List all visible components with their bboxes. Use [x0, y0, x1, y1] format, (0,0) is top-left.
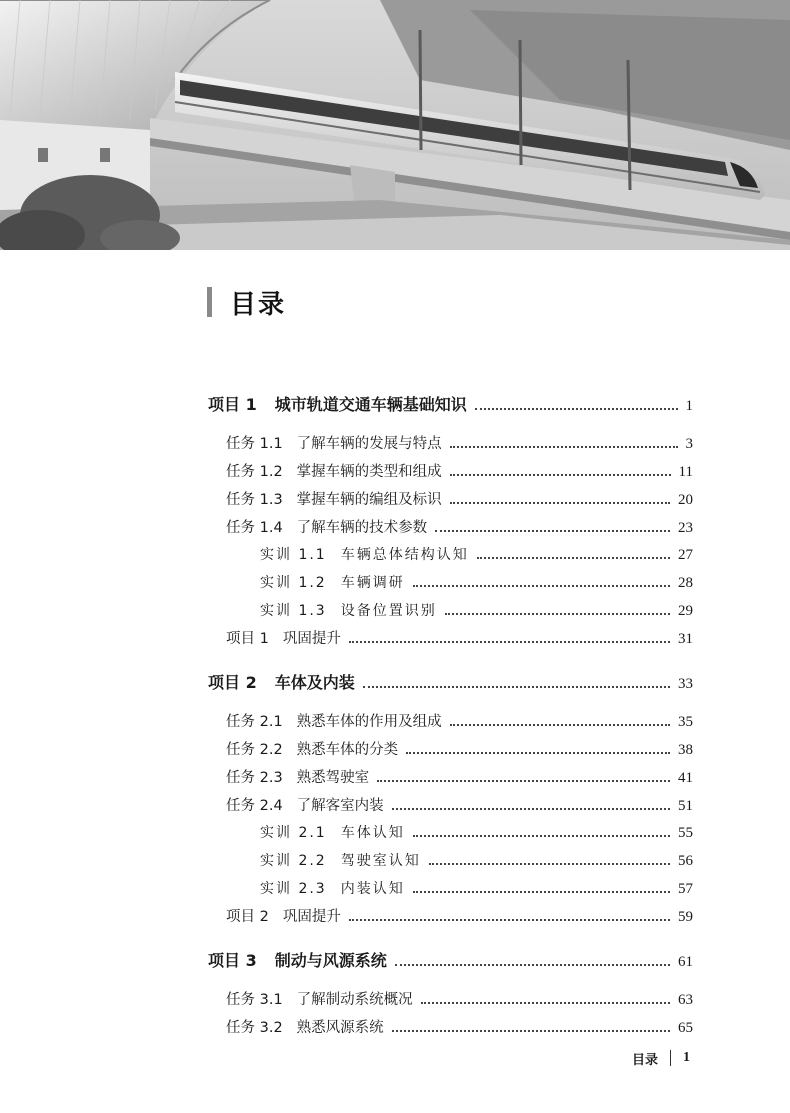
- toc-entry-training-2-1[interactable]: [260, 822, 693, 842]
- entry-page-number: 33: [678, 676, 693, 692]
- entry-title: 熟悉车体的分类: [296, 742, 399, 758]
- dot-leader: [413, 891, 670, 893]
- toc-entry-task-1-1[interactable]: [226, 432, 693, 453]
- dot-leader: [395, 964, 670, 966]
- dot-leader: [392, 1030, 670, 1032]
- entry-number: 实训 1.1: [260, 547, 327, 563]
- entry-title: 车体认知: [340, 825, 405, 841]
- entry-page-number: 28: [678, 575, 693, 591]
- entry-page-number: 59: [678, 909, 693, 925]
- toc-entry-project-1[interactable]: [208, 392, 693, 415]
- entry-page-number: 38: [678, 742, 693, 758]
- toc-entry-training-1-2[interactable]: [260, 572, 693, 592]
- dot-leader: [450, 502, 670, 504]
- entry-number: 任务 3.2: [226, 1020, 283, 1036]
- dot-leader: [445, 613, 670, 615]
- entry-title: 驾驶室认知: [340, 853, 421, 869]
- entry-number: 实训 1.3: [260, 603, 327, 619]
- toc-entry-training-2-2[interactable]: [260, 850, 693, 870]
- dot-leader: [413, 585, 670, 587]
- entry-number: 项目 1: [208, 395, 257, 414]
- entry-number: 任务 1.1: [226, 436, 283, 452]
- toc-entry-project-2[interactable]: [208, 670, 693, 693]
- toc-title: 目录: [230, 289, 287, 320]
- entry-page-number: 23: [678, 520, 693, 536]
- toc-entry-consolidate-1[interactable]: [226, 627, 693, 648]
- entry-title: 巩固提升: [282, 909, 341, 925]
- toc-entry-task-2-3[interactable]: [226, 766, 693, 787]
- entry-number: 项目 2: [208, 673, 257, 692]
- entry-page-number: 56: [678, 853, 693, 869]
- entry-page-number: 63: [678, 992, 693, 1008]
- entry-page-number: 51: [678, 798, 693, 814]
- dot-leader: [377, 780, 670, 782]
- entry-page-number: 11: [678, 464, 693, 480]
- dot-leader: [406, 752, 670, 754]
- entry-number: 实训 2.1: [260, 825, 327, 841]
- entry-number: 任务 2.4: [226, 798, 283, 814]
- entry-title: 车辆调研: [340, 575, 405, 591]
- footer-divider: [670, 1050, 671, 1066]
- entry-title: 掌握车辆的编组及标识: [296, 492, 442, 508]
- dot-leader: [429, 863, 670, 865]
- toc-entry-task-1-2[interactable]: [226, 460, 693, 481]
- entry-page-number: 3: [685, 436, 693, 452]
- toc-entry-training-1-1[interactable]: [260, 544, 693, 564]
- entry-title: 掌握车辆的类型和组成: [296, 464, 442, 480]
- entry-title: 城市轨道交通车辆基础知识: [274, 395, 467, 414]
- entry-title: 内装认知: [340, 881, 405, 897]
- entry-number: 任务 1.3: [226, 492, 283, 508]
- toc-entry-task-1-4[interactable]: [226, 516, 693, 537]
- dot-leader: [450, 474, 671, 476]
- entry-page-number: 31: [678, 631, 693, 647]
- dot-leader: [413, 835, 670, 837]
- toc-entry-project-3[interactable]: [208, 948, 693, 971]
- entry-number: 任务 1.2: [226, 464, 283, 480]
- entry-title: 了解车辆的技术参数: [296, 520, 428, 536]
- entry-page-number: 35: [678, 714, 693, 730]
- entry-title: 制动与风源系统: [274, 951, 387, 970]
- entry-title: 设备位置识别: [340, 603, 437, 619]
- entry-page-number: 55: [678, 825, 693, 841]
- entry-title: 熟悉车体的作用及组成: [296, 714, 442, 730]
- entry-number: 任务 2.1: [226, 714, 283, 730]
- entry-page-number: 65: [678, 1020, 693, 1036]
- toc-entry-task-2-2[interactable]: [226, 738, 693, 759]
- entry-page-number: 57: [678, 881, 693, 897]
- dot-leader: [477, 557, 670, 559]
- footer-section-label: 目录: [632, 1052, 659, 1068]
- toc-entry-training-2-3[interactable]: [260, 878, 693, 898]
- entry-number: 项目 3: [208, 951, 257, 970]
- dot-leader: [421, 1002, 670, 1004]
- dot-leader: [435, 530, 670, 532]
- toc-entry-task-2-4[interactable]: [226, 794, 693, 815]
- entry-title: 车辆总体结构认知: [340, 547, 469, 563]
- entry-number: 项目 2: [226, 909, 269, 925]
- entry-number: 实训 2.3: [260, 881, 327, 897]
- entry-page-number: 29: [678, 603, 693, 619]
- entry-number: 任务 2.3: [226, 770, 283, 786]
- entry-title: 熟悉驾驶室: [296, 770, 370, 786]
- entry-number: 实训 1.2: [260, 575, 327, 591]
- toc-entry-task-1-3[interactable]: [226, 488, 693, 509]
- entry-title: 了解制动系统概况: [296, 992, 413, 1008]
- footer-page-number: 1: [683, 1050, 691, 1065]
- toc-entry-task-3-1[interactable]: [226, 988, 693, 1009]
- entry-number: 任务 3.1: [226, 992, 283, 1008]
- dot-leader: [475, 408, 678, 410]
- toc-entry-training-1-3[interactable]: [260, 600, 693, 620]
- entry-title: 了解车辆的发展与特点: [296, 436, 442, 452]
- dot-leader: [392, 808, 670, 810]
- entry-title: 车体及内装: [274, 673, 355, 692]
- entry-page-number: 20: [678, 492, 693, 508]
- entry-page-number: 1: [685, 398, 693, 414]
- dot-leader: [349, 641, 670, 643]
- dot-leader: [363, 686, 670, 688]
- page-footer: [632, 1048, 690, 1068]
- dot-leader: [450, 446, 678, 448]
- entry-title: 熟悉风源系统: [296, 1020, 384, 1036]
- toc-entry-consolidate-2[interactable]: [226, 905, 693, 926]
- entry-number: 任务 1.4: [226, 520, 283, 536]
- toc-entry-task-3-2[interactable]: [226, 1016, 693, 1037]
- toc-entry-task-2-1[interactable]: [226, 710, 693, 731]
- entry-number: 项目 1: [226, 631, 269, 647]
- entry-title: 了解客室内装: [296, 798, 384, 814]
- entry-title: 巩固提升: [282, 631, 341, 647]
- dot-leader: [450, 724, 670, 726]
- dot-leader: [349, 919, 670, 921]
- entry-page-number: 41: [678, 770, 693, 786]
- entry-number: 实训 2.2: [260, 853, 327, 869]
- entry-number: 任务 2.2: [226, 742, 283, 758]
- entry-page-number: 61: [678, 954, 693, 970]
- entry-page-number: 27: [678, 547, 693, 563]
